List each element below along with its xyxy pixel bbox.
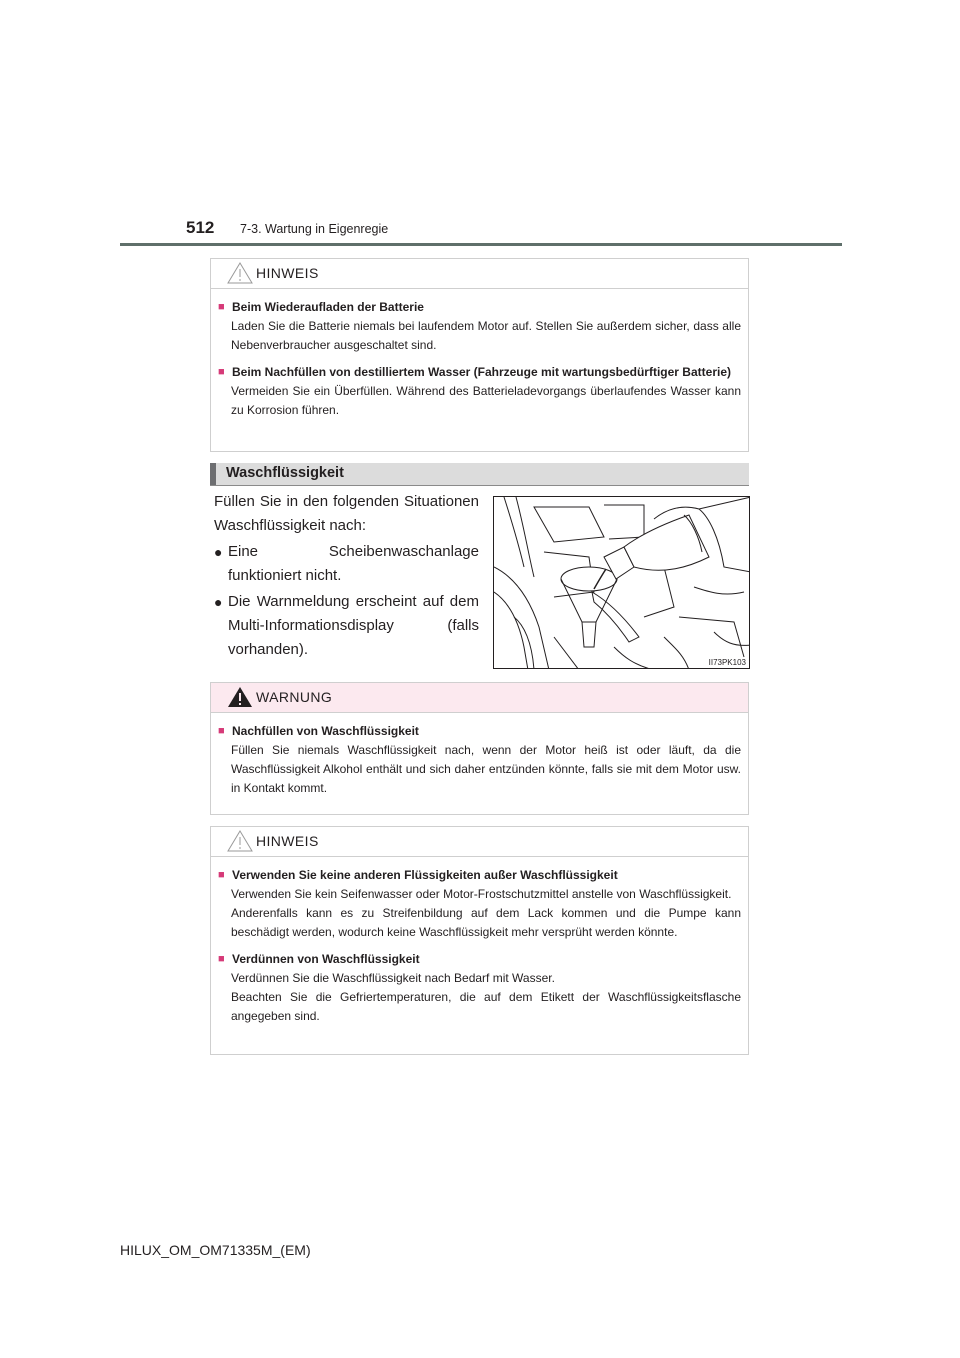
caution-outline-icon [227, 262, 253, 284]
document-code: HILUX_OM_OM71335M_(EM) [120, 1242, 311, 1258]
illustration-code: II73PK103 [708, 658, 746, 667]
intro-paragraph: Füllen Sie in den folgenden Situationen Waschflüssigkeit nach: [214, 493, 479, 534]
warning-item-title: Nachfüllen von Waschflüssigkeit [232, 724, 419, 738]
header-rule [120, 243, 842, 246]
notice-item-title: Verdünnen von Waschflüssigkeit [232, 952, 420, 966]
washer-fluid-refill-illustration [493, 496, 750, 669]
square-bullet-icon: ■ [218, 869, 225, 881]
square-bullet-icon: ■ [218, 366, 225, 378]
page-number: 512 [186, 218, 215, 237]
notice-item [218, 298, 741, 355]
intro-text-block [214, 490, 479, 662]
list-item-text: Die Warnmeldung erscheint auf dem Multi-Informationsdisplay (falls vorhanden). [228, 593, 479, 658]
warning-header [211, 683, 748, 713]
notice-header [211, 827, 748, 857]
square-bullet-icon: ■ [218, 301, 225, 313]
notice-item [218, 866, 741, 942]
section-heading-text: Waschflüssigkeit [226, 465, 344, 481]
notice-item [218, 950, 741, 1026]
section-heading [210, 463, 749, 486]
notice-box-battery [210, 258, 749, 452]
warning-box-washer-fluid [210, 682, 749, 815]
notice-item-text: Beachten Sie die Gefriertemperaturen, die auf dem Etikett der Waschflüssigkeitsflasche angegeben sind. [231, 990, 741, 1023]
section-title: 7-3. Wartung in Eigenregie [240, 222, 389, 236]
round-bullet-icon: ● [214, 544, 223, 560]
notice-item-title: Verwenden Sie keine anderen Flüssigkeiten außer Waschflüssigkeit [232, 868, 618, 882]
notice-item-text: Vermeiden Sie ein Überfüllen. Während des Batterieladevorgangs überlaufendes Wasser kann zu Korrosion führen. [231, 384, 741, 417]
notice-item [218, 363, 741, 420]
notice-item-text: Anderenfalls kann es zu Streifenbildung auf dem Lack kommen und die Pumpe kann beschädigt werden, wodurch keine Waschflüssigkeit mehr versprüht werden könnte. [231, 906, 741, 939]
notice-header [211, 259, 748, 289]
page-header [0, 0, 960, 250]
round-bullet-icon: ● [214, 594, 223, 610]
warning-triangle-icon [227, 686, 253, 708]
notice-item-title: Beim Nachfüllen von destilliertem Wasser (Fahrzeuge mit wartungsbedürftiger Batterie) [232, 365, 731, 379]
warning-item [218, 722, 741, 798]
list-item [214, 540, 479, 588]
funnel-refill-drawing [494, 497, 750, 669]
notice-box-washer-fluid [210, 826, 749, 1055]
notice-item-title: Beim Wiederaufladen der Batterie [232, 300, 424, 314]
notice-title: HINWEIS [256, 833, 319, 849]
notice-item-text: Laden Sie die Batterie niemals bei laufendem Motor auf. Stellen Sie außerdem sicher, dass alle Nebenverbraucher ausgeschaltet sind. [231, 319, 741, 352]
list-item-text: Eine Scheibenwaschanlage funktioniert nicht. [228, 543, 479, 584]
caution-outline-icon [227, 830, 253, 852]
notice-item-text: Verdünnen Sie die Waschflüssigkeit nach Bedarf mit Wasser. [231, 971, 555, 985]
square-bullet-icon: ■ [218, 953, 225, 965]
list-item [214, 590, 479, 662]
warning-title: WARNUNG [256, 689, 333, 705]
warning-item-text: Füllen Sie niemals Waschflüssigkeit nach, wenn der Motor heiß ist oder läuft, da die Waschflüssigkeit Alkohol enthält und sich daher entzünden könnte, falls sie mit dem Motor usw. in Kontakt kommt. [231, 743, 741, 795]
notice-title: HINWEIS [256, 265, 319, 281]
square-bullet-icon: ■ [218, 725, 225, 737]
notice-item-text: Verwenden Sie kein Seifenwasser oder Motor-Frostschutzmittel anstelle von Waschflüssigkeit. [231, 887, 732, 901]
